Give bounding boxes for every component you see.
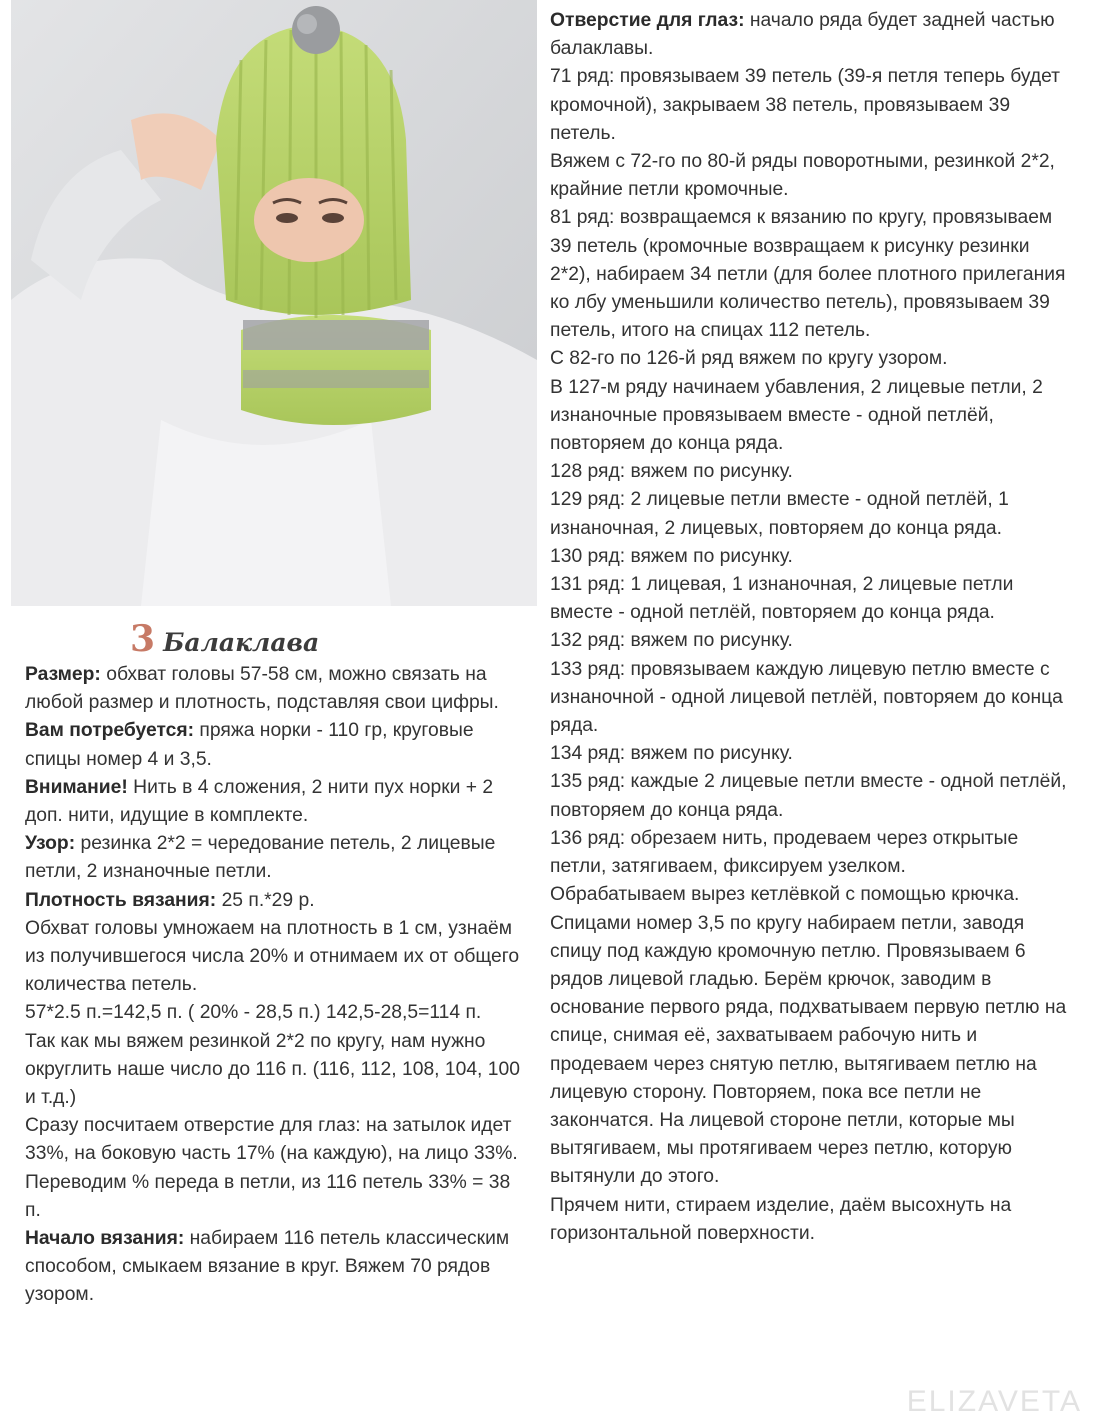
paragraph-text: Нить в 4 сложения, 2 нити пух норки + 2 доп. нити, идущие в комплекте. <box>25 776 494 827</box>
paragraph <box>550 768 1075 824</box>
paragraph-text: С 82-го по 126-й ряд вяжем по кругу узором. <box>550 348 948 370</box>
paragraph <box>550 571 1075 627</box>
paragraph <box>550 63 1075 148</box>
paragraph-text: Прячем нити, стираем изделие, даём высохнуть на горизонтальной поверхности. <box>550 1194 1012 1244</box>
paragraph-text: В 127-м ряду начинаем убавления, 2 лицевые петли, 2 изнаночные провязываем вместе - одной петлёй, повторяем до конца ряда. <box>550 376 1043 455</box>
paragraph-text: Переводим % переда в петли, из 116 петель 33% = 38 п. <box>25 1171 511 1221</box>
signature-watermark: ELIZAVETA <box>906 1385 1082 1418</box>
paragraph-label: Отверстие для глаз: <box>550 10 745 31</box>
section-title: Балаклава <box>163 628 320 657</box>
paragraph-label: Внимание! <box>25 776 128 798</box>
paragraph <box>25 774 531 830</box>
paragraph-text: 135 ряд: каждые 2 лицевые петли вместе - одной петлёй, повторяем до конца ряда. <box>550 771 1067 821</box>
paragraph <box>25 830 531 886</box>
paragraph <box>550 204 1075 345</box>
paragraph <box>550 881 1075 1191</box>
paragraph-text: 131 ряд: 1 лицевая, 1 изнаночная, 2 лицевые петли вместе - одной петлёй, повторяем до конца ряда. <box>550 574 1014 624</box>
paragraph-text: 128 ряд: вяжем по рисунку. <box>550 461 793 483</box>
paragraph-text: 132 ряд: вяжем по рисунку. <box>550 630 793 652</box>
paragraph-label: Узор: <box>25 833 76 855</box>
woman-in-knitted-balaclava-photo-icon <box>11 0 537 606</box>
paragraph-text: начало ряда будет задней частью балаклавы. <box>550 10 1055 60</box>
paragraph <box>550 374 1075 459</box>
paragraph-text: Так как мы вяжем резинкой 2*2 по кругу, нам нужно округлить наше число до 116 п. (116, 112, 108, 104, 100 и т.д.) <box>25 1030 520 1109</box>
paragraph <box>550 1192 1075 1248</box>
paragraph <box>25 915 531 1000</box>
paragraph <box>550 740 1075 768</box>
paragraph-label: Размер: <box>25 664 101 685</box>
paragraph <box>25 661 531 717</box>
paragraph <box>25 1112 531 1168</box>
paragraph <box>550 458 1075 486</box>
paragraph <box>25 1225 531 1310</box>
right-column <box>550 7 1075 1248</box>
paragraph-label: Начало вязания: <box>25 1228 185 1250</box>
paragraph-text: 133 ряд: провязываем каждую лицевую петлю вместе с изнаночной - одной лицевой петлёй, повторяем до конца ряда. <box>550 658 1063 737</box>
paragraph-text: набираем 116 петель классическим способом, смыкаем вязание в круг. Вяжем 70 рядов узором. <box>25 1228 510 1306</box>
paragraph-text: 130 ряд: вяжем по рисунку. <box>550 545 793 567</box>
paragraph <box>550 148 1075 204</box>
section-number: 3 <box>130 618 156 660</box>
paragraph-text: обхват головы 57-58 см, можно связать на любой размер и плотность, подставляя свои цифры. <box>25 664 499 714</box>
paragraph-text: резинка 2*2 = чередование петель, 2 лицевые петли, 2 изнаночные петли. <box>25 833 496 883</box>
paragraph-text: пряжа норки - 110 гр, круговые спицы номер 4 и 3,5. <box>25 720 474 770</box>
paragraph-text: 134 ряд: вяжем по рисунку. <box>550 743 793 765</box>
paragraph <box>550 825 1075 881</box>
paragraph <box>25 999 531 1027</box>
paragraph <box>550 345 1075 373</box>
paragraph <box>550 627 1075 655</box>
paragraph-text: 136 ряд: обрезаем нить, продеваем через открытые петли, затягиваем, фиксируем узелком. <box>550 827 1019 878</box>
section-heading <box>130 618 319 662</box>
paragraph-text: 71 ряд: провязываем 39 петель (39-я петля теперь будет кромочной), закрываем 38 петель, провязываем 39 петель. <box>550 66 1061 144</box>
paragraph-text: 25 п.*29 р. <box>216 889 315 911</box>
paragraph-text: Вяжем с 72-го по 80-й ряды поворотными, резинкой 2*2, крайние петли кромочные. <box>550 151 1055 201</box>
left-column <box>25 661 531 1310</box>
paragraph-label: Вам потребуется: <box>25 720 195 742</box>
paragraph-text: Обрабатываем вырез кетлёвкой с помощью крючка. Спицами номер 3,5 по кругу набираем петли, заводя спицу под каждую кромочную петлю. Провязываем 6 рядов лицевой гладью. Берём крючок, заводим в основание первого ряда, подхватываем первую петлю на спице, снимая её, захватываем рабочую нить и продеваем через снятую петлю, вытягиваем петлю на лицевую сторону. Повторяем, пока все петли не закончатся. На лицевой стороне петли, которые мы вытягиваем, мы протягиваем через петлю, которую вытянули до этого. <box>550 884 1067 1188</box>
paragraph <box>25 1169 531 1225</box>
paragraph-text: 81 ряд: возвращаемся к вязанию по кругу, провязываем 39 петель (кромочные возвращаем к рисунку резинки 2*2), набираем 34 петли (для более плотного прилегания ко лбу уменьшили количество петель), провязываем 39 петель, итого на спицах 112 петель. <box>550 207 1066 342</box>
paragraph-text: 57*2.5 п.=142,5 п. ( 20% - 28,5 п.) 142,5-28,5=114 п. <box>25 1002 482 1024</box>
paragraph-text: Сразу посчитаем отверстие для глаз: на затылок идет 33%, на боковую часть 17% (на каждую), на лицо 33%. <box>25 1115 518 1165</box>
paragraph <box>25 717 531 773</box>
paragraph-label: Плотность вязания: <box>25 889 217 911</box>
paragraph <box>550 486 1075 542</box>
paragraph <box>25 887 531 915</box>
paragraph-text: Обхват головы умножаем на плотность в 1 см, узнаём из получившегося числа 20% и отнимаем их от общего количества петель. <box>25 917 520 996</box>
paragraph <box>550 656 1075 741</box>
paragraph-text: 129 ряд: 2 лицевые петли вместе - одной петлёй, 1 изнаночная, 2 лицевых, повторяем до конца ряда. <box>550 489 1009 539</box>
paragraph <box>25 1028 531 1113</box>
balaclava-photo <box>11 0 537 606</box>
paragraph <box>550 7 1075 63</box>
paragraph <box>550 543 1075 571</box>
